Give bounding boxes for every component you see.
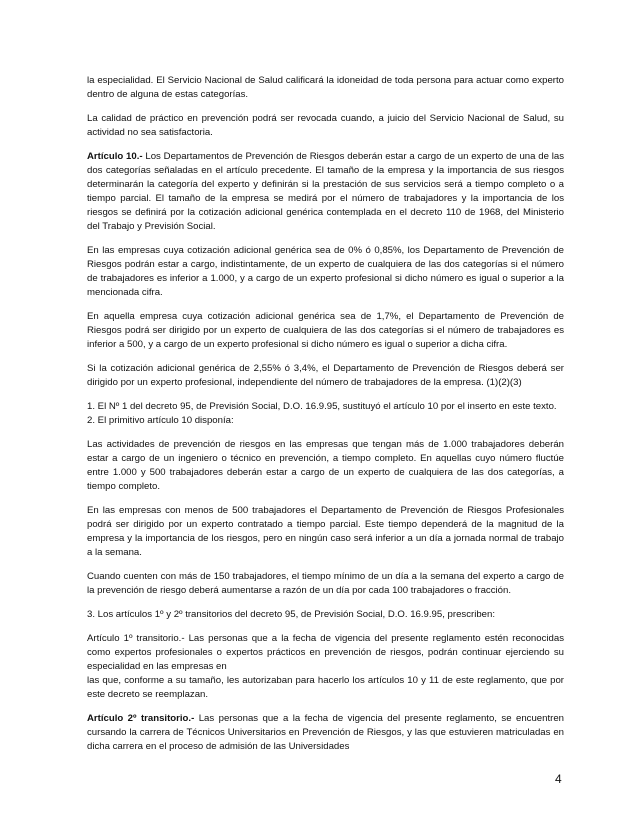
paragraph-text: Las personas que a la fecha de vigencia del presente reglamento, se encuentren cursando la carrera de Técnicos Universitarios en Prevención de Riesgos, y las que estuvieren matriculadas en dicha carrera en el proceso de admisión de las Universidades: [87, 713, 564, 752]
paragraph: la especialidad. El Servicio Nacional de Salud calificará la idoneidad de toda persona para actuar como experto dentro de alguna de estas categorías.: [87, 75, 564, 100]
paragraph: Las actividades de prevención de riesgos en las empresas que tengan más de 1.000 trabajadores deberán estar a cargo de un ingeniero o técnico en prevención, a tiempo completo. En aquellas cuyo número fluctúe entre 1.000 y 500 trabajadores deberán estar a cargo de un experto de cualquiera de las dos categorías, a tiempo completo.: [87, 439, 564, 492]
footnote-2: 2. El primitivo artículo 10 disponía:: [87, 415, 234, 426]
paragraph: las que, conforme a su tamaño, les autorizaban para hacerlo los artículos 10 y 11 de este reglamento, que por este decreto se reemplazan.: [87, 675, 564, 700]
paragraph: Cuando cuenten con más de 150 trabajadores, el tiempo mínimo de un día a la semana del experto a cargo de la prevención de riesgo deberá aumentarse a razón de un día por cada 100 trabajadores o fracción.: [87, 571, 564, 596]
paragraph: En las empresas cuya cotización adicional genérica sea de 0% ó 0,85%, los Departamento de Prevención de Riesgos podrán estar a cargo, indistintamente, de un experto de cualquiera de las dos categorías si el número de trabajadores es inferior a 1.000, y a cargo de un experto profesional si dicho número es igual o superior a la mencionada cifra.: [87, 245, 564, 298]
paragraph: Si la cotización adicional genérica de 2,55% ó 3,4%, el Departamento de Prevención de Riesgos deberá ser dirigido por un experto profesional, independiente del número de trabajadores de la empresa. (1)(2)(3): [87, 363, 564, 388]
paragraph-articulo-2-transitorio: [87, 712, 564, 754]
paragraph-text: Los Departamentos de Prevención de Riesgos deberán estar a cargo de un experto de una de las dos categorías señaladas en el artículo precedente. El tamaño de la empresa y la importancia de sus riesgos determinarán la categoría del experto y definirán si la prestación de sus servicios será a tiempo completo o a tiempo parcial. El tamaño de la empresa se medirá por el número de trabajadores y la importancia de los riesgos se definirá por la cotización adicional genérica contemplada en el decreto 110 de 1968, del Ministerio del Trabajo y Previsión Social.: [87, 151, 564, 232]
paragraph: En aquella empresa cuya cotización adicional genérica sea de 1,7%, el Departamento de Prevención de Riesgos podrá ser dirigido por un experto de cualquiera de las dos categorías si el número de trabajadores es inferior a 500, y a cargo de un experto profesional si dicho número es igual o superior a dicha cifra.: [87, 311, 564, 350]
paragraph: En las empresas con menos de 500 trabajadores el Departamento de Prevención de Riesgos Profesionales podrá ser dirigido por un experto contratado a tiempo parcial. Este tiempo dependerá de la magnitud de la empresa y la importancia de los riesgos, pero en ningún caso será inferior a un día a jornada normal de trabajo a la semana.: [87, 505, 564, 558]
document-page: [87, 74, 564, 764]
paragraph: La calidad de práctico en prevención podrá ser revocada cuando, a juicio del Servicio Nacional de Salud, su actividad no sea satisfactoria.: [87, 113, 564, 138]
paragraph-articulo-10: [87, 150, 564, 234]
article-heading: Artículo 10.-: [87, 151, 143, 162]
footnote-3: 3. Los artículos 1º y 2º transitorios del decreto 95, de Previsión Social, D.O. 16.9.95, prescriben:: [87, 609, 496, 620]
page-number: 4: [555, 772, 562, 786]
footnote-1: 1. El Nº 1 del decreto 95, de Previsión Social, D.O. 16.9.95, sustituyó el artículo 10 por el inserto en este texto.: [87, 401, 557, 412]
article-heading: Artículo 2º transitorio.-: [87, 713, 195, 724]
paragraph-articulo-1-transitorio: Artículo 1º transitorio.- Las personas que a la fecha de vigencia del presente reglamento estén reconocidas como expertos profesionales o expertos prácticos en prevención de riesgos, podrán continuar ejerciendo su especialidad en las empresas en: [87, 633, 564, 672]
